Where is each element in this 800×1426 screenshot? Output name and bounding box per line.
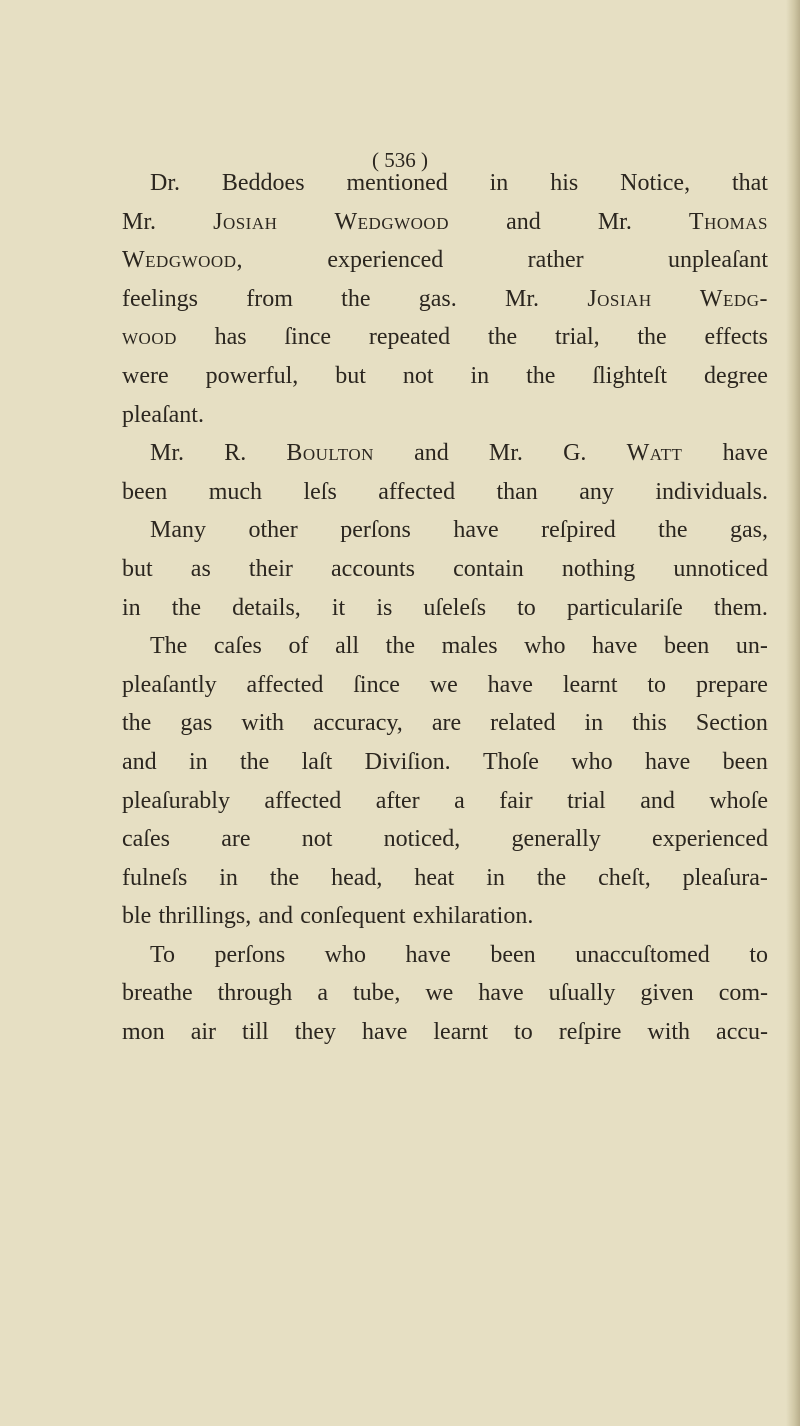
word: not — [402, 362, 434, 389]
word: mentioned — [346, 170, 448, 196]
word: contain — [453, 555, 524, 582]
word: trial, — [554, 324, 600, 351]
word: Boulton — [286, 440, 374, 467]
word: laſt — [301, 748, 333, 775]
word: related — [490, 710, 556, 737]
word: in — [470, 362, 490, 389]
word: perſons — [214, 941, 286, 968]
word: unaccuſtomed — [575, 941, 710, 968]
word: have — [487, 671, 533, 698]
text-line — [122, 974, 768, 1013]
word: with — [647, 1019, 691, 1046]
word: Mr. — [597, 208, 632, 235]
word: repeated — [368, 324, 451, 351]
word: their — [248, 555, 293, 582]
word: gas. — [418, 285, 457, 312]
word: degree — [703, 362, 768, 389]
word: in — [584, 710, 604, 737]
word: has — [214, 324, 247, 351]
word: mon — [122, 1019, 165, 1046]
word: have — [592, 633, 638, 660]
word: this — [632, 710, 667, 737]
text-line — [122, 318, 768, 357]
text-line — [122, 164, 768, 203]
word: have — [644, 748, 691, 775]
word: his — [550, 170, 579, 196]
word: that — [731, 170, 768, 196]
word: have — [453, 517, 499, 544]
word: we — [429, 671, 458, 698]
word: in — [486, 864, 505, 891]
word: to — [517, 594, 536, 621]
word: a — [454, 787, 465, 814]
word: in — [489, 170, 509, 196]
word: Many — [150, 517, 206, 544]
text-line — [122, 627, 768, 666]
word: with — [241, 710, 285, 737]
word: Beddoes — [221, 170, 305, 196]
word: the — [122, 710, 152, 737]
word: after — [375, 787, 420, 814]
word: individuals. — [655, 478, 768, 505]
word: thrillings, — [158, 903, 252, 930]
word: ſince — [284, 324, 332, 351]
word: accounts — [331, 555, 415, 582]
word: been — [490, 941, 536, 968]
word: R. — [224, 440, 247, 467]
word: Section — [695, 710, 768, 737]
word: were — [122, 362, 169, 389]
text-line — [122, 280, 768, 319]
word: Mr. — [122, 208, 157, 235]
word: details, — [232, 594, 301, 621]
word: the — [487, 324, 518, 351]
word: Mr. — [488, 440, 523, 467]
word: have — [362, 1019, 408, 1046]
text-line — [122, 396, 768, 435]
word: they — [294, 1019, 337, 1046]
word: any — [579, 478, 614, 505]
word: reſpired — [541, 517, 616, 544]
word: been — [722, 748, 768, 775]
text-line — [122, 203, 768, 242]
word: the — [171, 594, 202, 621]
word: the — [269, 864, 300, 891]
page-edge-shadow — [786, 0, 800, 1426]
word: are — [431, 710, 462, 737]
word: of — [288, 633, 309, 660]
word: accu- — [716, 1019, 768, 1046]
word: Thoſe — [482, 748, 539, 775]
word: caſes — [122, 826, 170, 853]
word: Wedg- — [699, 285, 768, 312]
word: are — [221, 826, 251, 853]
text-line — [122, 782, 768, 821]
word: wood — [122, 324, 177, 351]
word: ſlighteſt — [592, 362, 668, 389]
word: ſince — [353, 671, 400, 698]
word: given — [640, 980, 694, 1007]
word: the — [341, 285, 371, 312]
word: breathe — [122, 980, 193, 1007]
page-number: ( 536 ) — [372, 148, 428, 172]
word: caſes — [213, 633, 262, 660]
text-line — [122, 936, 768, 975]
word: pleaſantly — [122, 671, 217, 698]
word: Mr. — [150, 440, 185, 467]
word: it — [331, 594, 346, 621]
word: The — [150, 633, 188, 660]
word: affected — [378, 478, 456, 505]
word: experienced — [327, 247, 444, 274]
word: through — [217, 980, 293, 1007]
word: learnt — [562, 671, 618, 698]
word: effects — [704, 324, 768, 351]
word: Josiah — [587, 285, 652, 312]
word: Mr. — [505, 285, 540, 312]
word: and — [640, 787, 675, 814]
word: ble — [122, 903, 152, 930]
word: the — [239, 748, 270, 775]
word: uſually — [548, 980, 616, 1007]
word: as — [190, 555, 211, 582]
text-line — [122, 1013, 768, 1052]
word: we — [425, 980, 454, 1007]
word: not — [301, 826, 333, 853]
word: the — [536, 864, 567, 891]
word: fulneſs — [122, 864, 188, 891]
word: air — [190, 1019, 216, 1046]
word: a — [317, 980, 328, 1007]
word: in — [219, 864, 238, 891]
word: and — [258, 903, 294, 930]
word: fair — [499, 787, 533, 814]
word: other — [248, 517, 298, 544]
word: gas — [180, 710, 213, 737]
text-line — [122, 897, 768, 936]
word: noticed, — [383, 826, 461, 853]
word: been — [122, 478, 168, 505]
word: exhilaration. — [412, 903, 534, 930]
word: have — [405, 941, 451, 968]
word: nothing — [561, 555, 636, 582]
word: accuracy, — [313, 710, 403, 737]
word: much — [208, 478, 263, 505]
text-line — [122, 743, 768, 782]
word: have — [478, 980, 524, 1007]
word: G. — [563, 440, 587, 467]
word: Thomas — [688, 208, 768, 235]
text-line — [122, 473, 768, 512]
word: unpleaſant — [668, 247, 768, 274]
text-line — [122, 859, 768, 898]
word: reſpire — [558, 1019, 622, 1046]
word: pleaſant. — [122, 401, 204, 428]
word: prepare — [695, 671, 768, 698]
word: particulariſe — [566, 594, 683, 621]
word: but — [335, 362, 366, 389]
text-line — [122, 357, 768, 396]
word: learnt — [433, 1019, 489, 1046]
word: generally — [511, 826, 601, 853]
word: unnoticed — [673, 555, 768, 582]
text-line — [122, 511, 768, 550]
word: affected — [246, 671, 324, 698]
word: the — [637, 324, 667, 351]
word: all — [335, 633, 360, 660]
word: and — [122, 748, 157, 775]
word: leſs — [303, 478, 337, 505]
word: who — [524, 633, 566, 660]
word: in — [188, 748, 208, 775]
word: who — [571, 748, 613, 775]
word: perſons — [340, 517, 411, 544]
word: head, — [331, 864, 383, 891]
word: affected — [264, 787, 342, 814]
word: un- — [735, 633, 768, 660]
word: gas, — [729, 517, 768, 544]
word: feelings — [122, 285, 198, 312]
word: rather — [527, 247, 584, 274]
word: to — [749, 941, 768, 968]
text-line — [122, 434, 768, 473]
word: Dr. — [150, 170, 180, 196]
text-line — [122, 820, 768, 859]
word: whoſe — [709, 787, 768, 814]
word: the — [658, 517, 688, 544]
word: is — [376, 594, 393, 621]
word: Notice, — [620, 170, 691, 196]
word: pleaſura- — [682, 864, 768, 891]
word: conſequent — [300, 903, 406, 930]
word: trial — [567, 787, 606, 814]
word: heat — [414, 864, 455, 891]
word: Diviſion. — [364, 748, 451, 775]
word: experienced — [652, 826, 768, 853]
word: uſeleſs — [423, 594, 487, 621]
text-line — [122, 550, 768, 589]
word: to — [514, 1019, 533, 1046]
word: and — [506, 208, 541, 235]
text-line — [122, 704, 768, 743]
word: than — [496, 478, 538, 505]
word: to — [647, 671, 667, 698]
word: who — [324, 941, 367, 968]
text-line — [122, 241, 768, 280]
word: been — [664, 633, 710, 660]
word: and — [414, 440, 449, 467]
word: To — [150, 941, 175, 968]
word: males — [441, 633, 498, 660]
word: from — [246, 285, 293, 312]
word: com- — [718, 980, 768, 1007]
word: powerful, — [205, 362, 299, 389]
word: have — [722, 440, 768, 467]
word: pleaſurably — [122, 787, 230, 814]
word: till — [242, 1019, 269, 1046]
word: the — [385, 633, 415, 660]
body-text — [122, 164, 768, 1052]
word: tube, — [353, 980, 401, 1007]
word: cheſt, — [598, 864, 651, 891]
word: Josiah — [213, 208, 278, 235]
word: Wedgwood — [334, 208, 449, 235]
word: in — [122, 594, 141, 621]
word: the — [526, 362, 556, 389]
text-line — [122, 666, 768, 705]
text-line — [122, 589, 768, 628]
word: Wedgwood, — [122, 247, 243, 274]
word: them. — [713, 594, 768, 621]
word: but — [122, 555, 153, 582]
word: Watt — [626, 440, 683, 467]
